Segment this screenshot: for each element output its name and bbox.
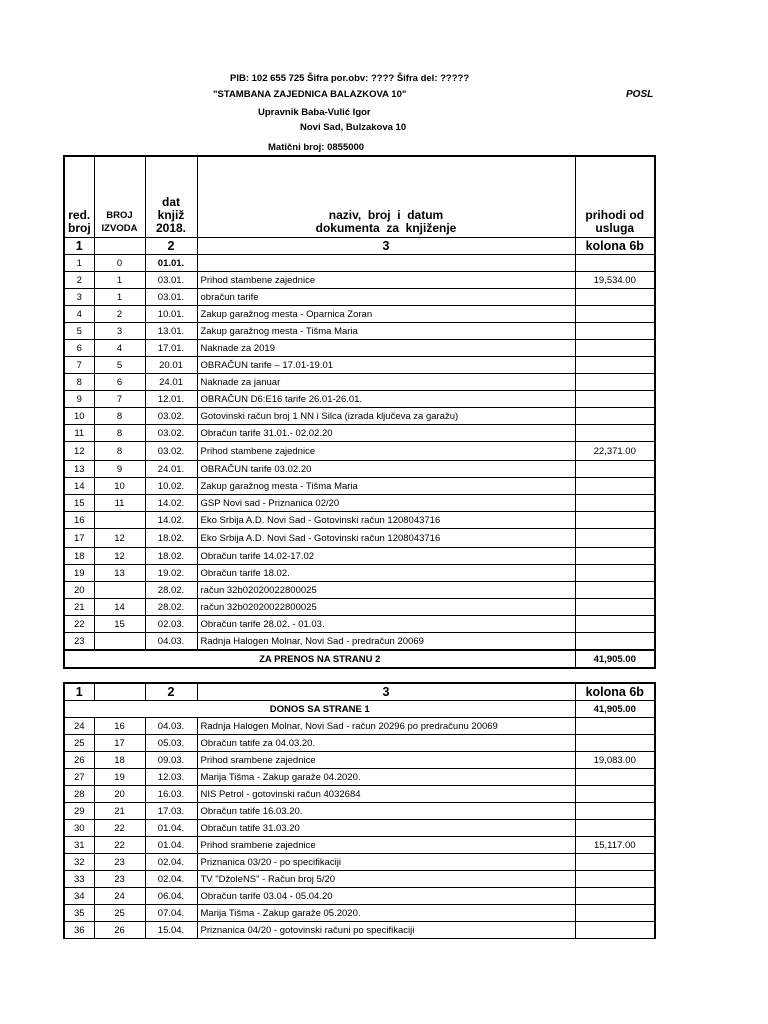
row-datum: 13.01. — [145, 323, 197, 340]
row-naziv: Priznanica 03/20 - po specifikaciji — [197, 854, 575, 871]
row-datum: 04.03. — [145, 718, 197, 735]
table-row — [64, 854, 655, 871]
row-red-broj: 25 — [64, 735, 94, 752]
row-red-broj: 15 — [64, 495, 94, 512]
header-posl: POSL — [626, 89, 654, 100]
row-datum: 17.03. — [145, 803, 197, 820]
row-broj-izvoda — [94, 582, 145, 599]
row-red-broj: 10 — [64, 408, 94, 425]
row-prihodi — [575, 735, 655, 752]
row-red-broj: 35 — [64, 905, 94, 922]
row-broj-izvoda: 7 — [94, 391, 145, 408]
row-naziv: Obračun tatife 16.03.20. — [197, 803, 575, 820]
row-naziv: Zakup garažnog mesta - Oparnica Zoran — [197, 306, 575, 323]
row-prihodi: 15,117.00 — [575, 837, 655, 854]
table-row — [64, 905, 655, 922]
row-red-broj: 30 — [64, 820, 94, 837]
header-maticni-broj: Matični broj: 0855000 — [268, 142, 365, 153]
row-red-broj: 31 — [64, 837, 94, 854]
row-naziv: Obračun tarife 31.01.- 02.02.20 — [197, 425, 575, 442]
table-row — [64, 565, 655, 582]
row-red-broj: 11 — [64, 425, 94, 442]
row-prihodi — [575, 786, 655, 803]
row-datum: 24.01 — [145, 374, 197, 391]
row-naziv: Prihod srambene zajednice — [197, 837, 575, 854]
row-datum: 10.01. — [145, 306, 197, 323]
row-red-broj: 17 — [64, 529, 94, 548]
row-naziv: Naknade za januar — [197, 374, 575, 391]
row-datum: 18.02. — [145, 548, 197, 565]
row-red-broj: 33 — [64, 871, 94, 888]
ledger-table-page-2 — [63, 682, 656, 939]
col-number-kolona: kolona 6b — [575, 238, 655, 255]
row-prihodi — [575, 871, 655, 888]
row-datum: 03.02. — [145, 425, 197, 442]
col-number-2: 2 — [145, 683, 197, 701]
table-row — [64, 255, 655, 272]
row-broj-izvoda: 0 — [94, 255, 145, 272]
col-header-naziv: naziv, broj i datum dokumenta za knjiženje — [197, 156, 575, 238]
row-broj-izvoda: 2 — [94, 306, 145, 323]
row-datum: 04.03. — [145, 633, 197, 651]
table-row — [64, 425, 655, 442]
table-row — [64, 323, 655, 340]
row-naziv: Obračun tarife 03.04 - 05.04.20 — [197, 888, 575, 905]
row-red-broj: 29 — [64, 803, 94, 820]
donos-label: DONOS SA STRANE 1 — [64, 701, 575, 718]
header-pib: PIB: 102 655 725 Šifra por.obv: ???? Šifra del: ????? — [230, 73, 470, 84]
col-number-1: 1 — [64, 683, 94, 701]
row-broj-izvoda: 17 — [94, 735, 145, 752]
row-broj-izvoda: 13 — [94, 565, 145, 582]
row-datum: 03.01. — [145, 289, 197, 306]
row-datum: 01.04. — [145, 837, 197, 854]
row-datum: 14.02. — [145, 495, 197, 512]
row-naziv: Marija Tišma - Zakup garaže 04.2020. — [197, 769, 575, 786]
row-datum: 09.03. — [145, 752, 197, 769]
row-prihodi: 19,083.00 — [575, 752, 655, 769]
row-broj-izvoda: 22 — [94, 820, 145, 837]
row-datum: 03.02. — [145, 408, 197, 425]
table-row — [64, 769, 655, 786]
col-header-broj-izvoda: BROJ IZVODA — [94, 156, 145, 238]
row-prihodi — [575, 922, 655, 939]
table-row — [64, 374, 655, 391]
row-datum: 28.02. — [145, 599, 197, 616]
col-number-1: 1 — [64, 238, 94, 255]
row-red-broj: 2 — [64, 272, 94, 289]
total-label: ZA PRENOS NA STRANU 2 — [64, 650, 575, 668]
table-row — [64, 495, 655, 512]
row-datum: 06.04. — [145, 888, 197, 905]
row-prihodi — [575, 888, 655, 905]
row-red-broj: 7 — [64, 357, 94, 374]
row-datum: 03.01. — [145, 272, 197, 289]
row-naziv: obračun tarife — [197, 289, 575, 306]
row-red-broj: 27 — [64, 769, 94, 786]
row-red-broj: 34 — [64, 888, 94, 905]
row-datum: 01.04. — [145, 820, 197, 837]
row-prihodi — [575, 905, 655, 922]
row-prihodi — [575, 306, 655, 323]
row-naziv: Radnja Halogen Molnar, Novi Sad - predračun 20069 — [197, 633, 575, 651]
row-prihodi — [575, 599, 655, 616]
col-number-3: 3 — [197, 238, 575, 255]
row-broj-izvoda: 9 — [94, 461, 145, 478]
row-prihodi — [575, 718, 655, 735]
col-number-empty — [94, 238, 145, 255]
table-row — [64, 478, 655, 495]
row-naziv: Obračun tatife za 04.03.20. — [197, 735, 575, 752]
row-broj-izvoda: 1 — [94, 289, 145, 306]
row-broj-izvoda: 25 — [94, 905, 145, 922]
table-row — [64, 888, 655, 905]
row-broj-izvoda: 14 — [94, 599, 145, 616]
row-red-broj: 1 — [64, 255, 94, 272]
table-row — [64, 340, 655, 357]
row-prihodi — [575, 255, 655, 272]
row-broj-izvoda: 26 — [94, 922, 145, 939]
row-prihodi — [575, 357, 655, 374]
ledger-table-page-1 — [63, 155, 656, 669]
table-row — [64, 306, 655, 323]
row-naziv: Obračun tarife 14.02-17.02 — [197, 548, 575, 565]
table-row — [64, 633, 655, 651]
row-red-broj: 24 — [64, 718, 94, 735]
row-naziv: Marija Tišma - Zakup garaže 05.2020. — [197, 905, 575, 922]
table-row — [64, 289, 655, 306]
row-datum: 03.02. — [145, 442, 197, 461]
row-prihodi — [575, 582, 655, 599]
row-red-broj: 19 — [64, 565, 94, 582]
row-broj-izvoda: 16 — [94, 718, 145, 735]
row-prihodi — [575, 478, 655, 495]
row-prihodi — [575, 616, 655, 633]
row-red-broj: 4 — [64, 306, 94, 323]
row-broj-izvoda: 24 — [94, 888, 145, 905]
row-red-broj: 20 — [64, 582, 94, 599]
table-row — [64, 718, 655, 735]
row-red-broj: 6 — [64, 340, 94, 357]
row-naziv: Prihod stambene zajednice — [197, 272, 575, 289]
row-broj-izvoda: 1 — [94, 272, 145, 289]
row-prihodi — [575, 803, 655, 820]
row-prihodi — [575, 495, 655, 512]
row-broj-izvoda: 21 — [94, 803, 145, 820]
row-prihodi — [575, 769, 655, 786]
row-datum: 02.03. — [145, 616, 197, 633]
row-naziv: Eko Srbija A.D. Novi Sad - Gotovinski račun 1208043716 — [197, 529, 575, 548]
row-broj-izvoda: 19 — [94, 769, 145, 786]
total-value: 41,905.00 — [575, 650, 655, 668]
total-row — [64, 650, 655, 668]
row-red-broj: 23 — [64, 633, 94, 651]
row-naziv: OBRAČUN D6:E16 tarife 26.01-26.01. — [197, 391, 575, 408]
row-red-broj: 36 — [64, 922, 94, 939]
row-prihodi — [575, 529, 655, 548]
row-naziv: Gotovinski račun broj 1 NN i Silca (izrada ključeva za garažu) — [197, 408, 575, 425]
row-broj-izvoda: 8 — [94, 425, 145, 442]
row-datum: 01.01. — [145, 255, 197, 272]
row-naziv: Priznanica 04/20 - gotovinski računi po specifikaciji — [197, 922, 575, 939]
row-naziv: OBRAČUN tarife 03.02.20 — [197, 461, 575, 478]
table-row — [64, 548, 655, 565]
row-naziv: GSP Novi sad - Priznanica 02/20 — [197, 495, 575, 512]
row-broj-izvoda: 22 — [94, 837, 145, 854]
table-row — [64, 786, 655, 803]
row-naziv: NIS Petrol - gotovinski račun 4032684 — [197, 786, 575, 803]
row-naziv: Zakup garažnog mesta - Tišma Maria — [197, 323, 575, 340]
row-broj-izvoda — [94, 633, 145, 651]
row-datum: 14.02. — [145, 512, 197, 529]
row-broj-izvoda: 23 — [94, 871, 145, 888]
col-number-empty — [94, 683, 145, 701]
table-row — [64, 408, 655, 425]
row-datum: 02.04. — [145, 871, 197, 888]
row-red-broj: 14 — [64, 478, 94, 495]
row-red-broj: 8 — [64, 374, 94, 391]
col-number-kolona: kolona 6b — [575, 683, 655, 701]
row-broj-izvoda: 12 — [94, 548, 145, 565]
row-prihodi — [575, 408, 655, 425]
table-row — [64, 752, 655, 769]
row-prihodi — [575, 548, 655, 565]
row-red-broj: 22 — [64, 616, 94, 633]
header-address: Novi Sad, Bulzakova 10 — [300, 122, 407, 133]
row-naziv: OBRAČUN tarife – 17.01-19.01 — [197, 357, 575, 374]
row-red-broj: 18 — [64, 548, 94, 565]
col-header-dat-knjiz: dat knjiž 2018. — [145, 156, 197, 238]
row-naziv: račun 32b02020022800025 — [197, 599, 575, 616]
row-naziv: Obračun tatife 31.03.20 — [197, 820, 575, 837]
col-number-3: 3 — [197, 683, 575, 701]
row-broj-izvoda: 8 — [94, 442, 145, 461]
row-datum: 28.02. — [145, 582, 197, 599]
row-prihodi — [575, 854, 655, 871]
table-row — [64, 272, 655, 289]
table-row — [64, 871, 655, 888]
row-red-broj: 13 — [64, 461, 94, 478]
table-row — [64, 837, 655, 854]
header-org-name: "STAMBANA ZAJEDNICA BALAZKOVA 10" — [213, 89, 407, 100]
row-naziv: TV "DžoleNS" - Račun broj 5/20 — [197, 871, 575, 888]
row-red-broj: 3 — [64, 289, 94, 306]
row-datum: 19.02. — [145, 565, 197, 582]
row-naziv: Zakup garažnog mesta - Tišma Maria — [197, 478, 575, 495]
row-datum: 24.01. — [145, 461, 197, 478]
row-red-broj: 5 — [64, 323, 94, 340]
row-naziv: Prihod srambene zajednice — [197, 752, 575, 769]
table-row — [64, 461, 655, 478]
table-row — [64, 922, 655, 939]
row-datum: 17.01. — [145, 340, 197, 357]
col-number-2: 2 — [145, 238, 197, 255]
row-broj-izvoda: 15 — [94, 616, 145, 633]
row-naziv: račun 32b02020022800025 — [197, 582, 575, 599]
row-prihodi — [575, 425, 655, 442]
row-broj-izvoda: 18 — [94, 752, 145, 769]
table-row — [64, 616, 655, 633]
row-red-broj: 28 — [64, 786, 94, 803]
row-naziv: Prihod stambene zajednice — [197, 442, 575, 461]
table-row — [64, 599, 655, 616]
row-naziv: Naknade za 2019 — [197, 340, 575, 357]
row-prihodi: 19,534.00 — [575, 272, 655, 289]
row-datum: 12.03. — [145, 769, 197, 786]
row-datum: 15.04. — [145, 922, 197, 939]
row-broj-izvoda: 20 — [94, 786, 145, 803]
row-naziv: Obračun tarife 18.02. — [197, 565, 575, 582]
row-naziv: Obračun tarife 28.02. - 01.03. — [197, 616, 575, 633]
row-broj-izvoda: 8 — [94, 408, 145, 425]
row-red-broj: 9 — [64, 391, 94, 408]
row-datum: 18.02. — [145, 529, 197, 548]
row-datum: 12.01. — [145, 391, 197, 408]
table-row — [64, 529, 655, 548]
row-datum: 07.04. — [145, 905, 197, 922]
row-naziv: Eko Srbija A.D. Novi Sad - Gotovinski račun 1208043716 — [197, 512, 575, 529]
table-row — [64, 357, 655, 374]
row-datum: 10.02. — [145, 478, 197, 495]
row-red-broj: 16 — [64, 512, 94, 529]
row-datum: 05.03. — [145, 735, 197, 752]
row-datum: 16.03. — [145, 786, 197, 803]
row-broj-izvoda: 5 — [94, 357, 145, 374]
row-naziv: Radnja Halogen Molnar, Novi Sad - račun 20296 po predračunu 20069 — [197, 718, 575, 735]
row-datum: 02.04. — [145, 854, 197, 871]
table-row — [64, 582, 655, 599]
table-row — [64, 820, 655, 837]
row-broj-izvoda: 23 — [94, 854, 145, 871]
row-broj-izvoda — [94, 512, 145, 529]
col-header-red-broj: red. broj — [64, 156, 94, 238]
row-broj-izvoda: 6 — [94, 374, 145, 391]
row-broj-izvoda: 4 — [94, 340, 145, 357]
row-red-broj: 26 — [64, 752, 94, 769]
table-row — [64, 391, 655, 408]
row-red-broj: 12 — [64, 442, 94, 461]
row-prihodi: 22,371.00 — [575, 442, 655, 461]
row-prihodi — [575, 461, 655, 478]
row-prihodi — [575, 340, 655, 357]
row-datum: 20.01 — [145, 357, 197, 374]
row-prihodi — [575, 289, 655, 306]
table-row — [64, 735, 655, 752]
header-manager: Upravnik Baba-Vulić Igor — [258, 107, 371, 118]
row-prihodi — [575, 391, 655, 408]
table-row — [64, 803, 655, 820]
col-header-prihodi: prihodi od usluga — [575, 156, 655, 238]
row-broj-izvoda: 11 — [94, 495, 145, 512]
row-prihodi — [575, 633, 655, 651]
row-prihodi — [575, 820, 655, 837]
row-prihodi — [575, 565, 655, 582]
row-naziv — [197, 255, 575, 272]
row-prihodi — [575, 323, 655, 340]
donos-value: 41,905.00 — [575, 701, 655, 718]
table-row — [64, 442, 655, 461]
table-row — [64, 512, 655, 529]
row-red-broj: 32 — [64, 854, 94, 871]
row-broj-izvoda: 12 — [94, 529, 145, 548]
row-broj-izvoda: 10 — [94, 478, 145, 495]
row-broj-izvoda: 3 — [94, 323, 145, 340]
row-prihodi — [575, 374, 655, 391]
row-red-broj: 21 — [64, 599, 94, 616]
row-prihodi — [575, 512, 655, 529]
